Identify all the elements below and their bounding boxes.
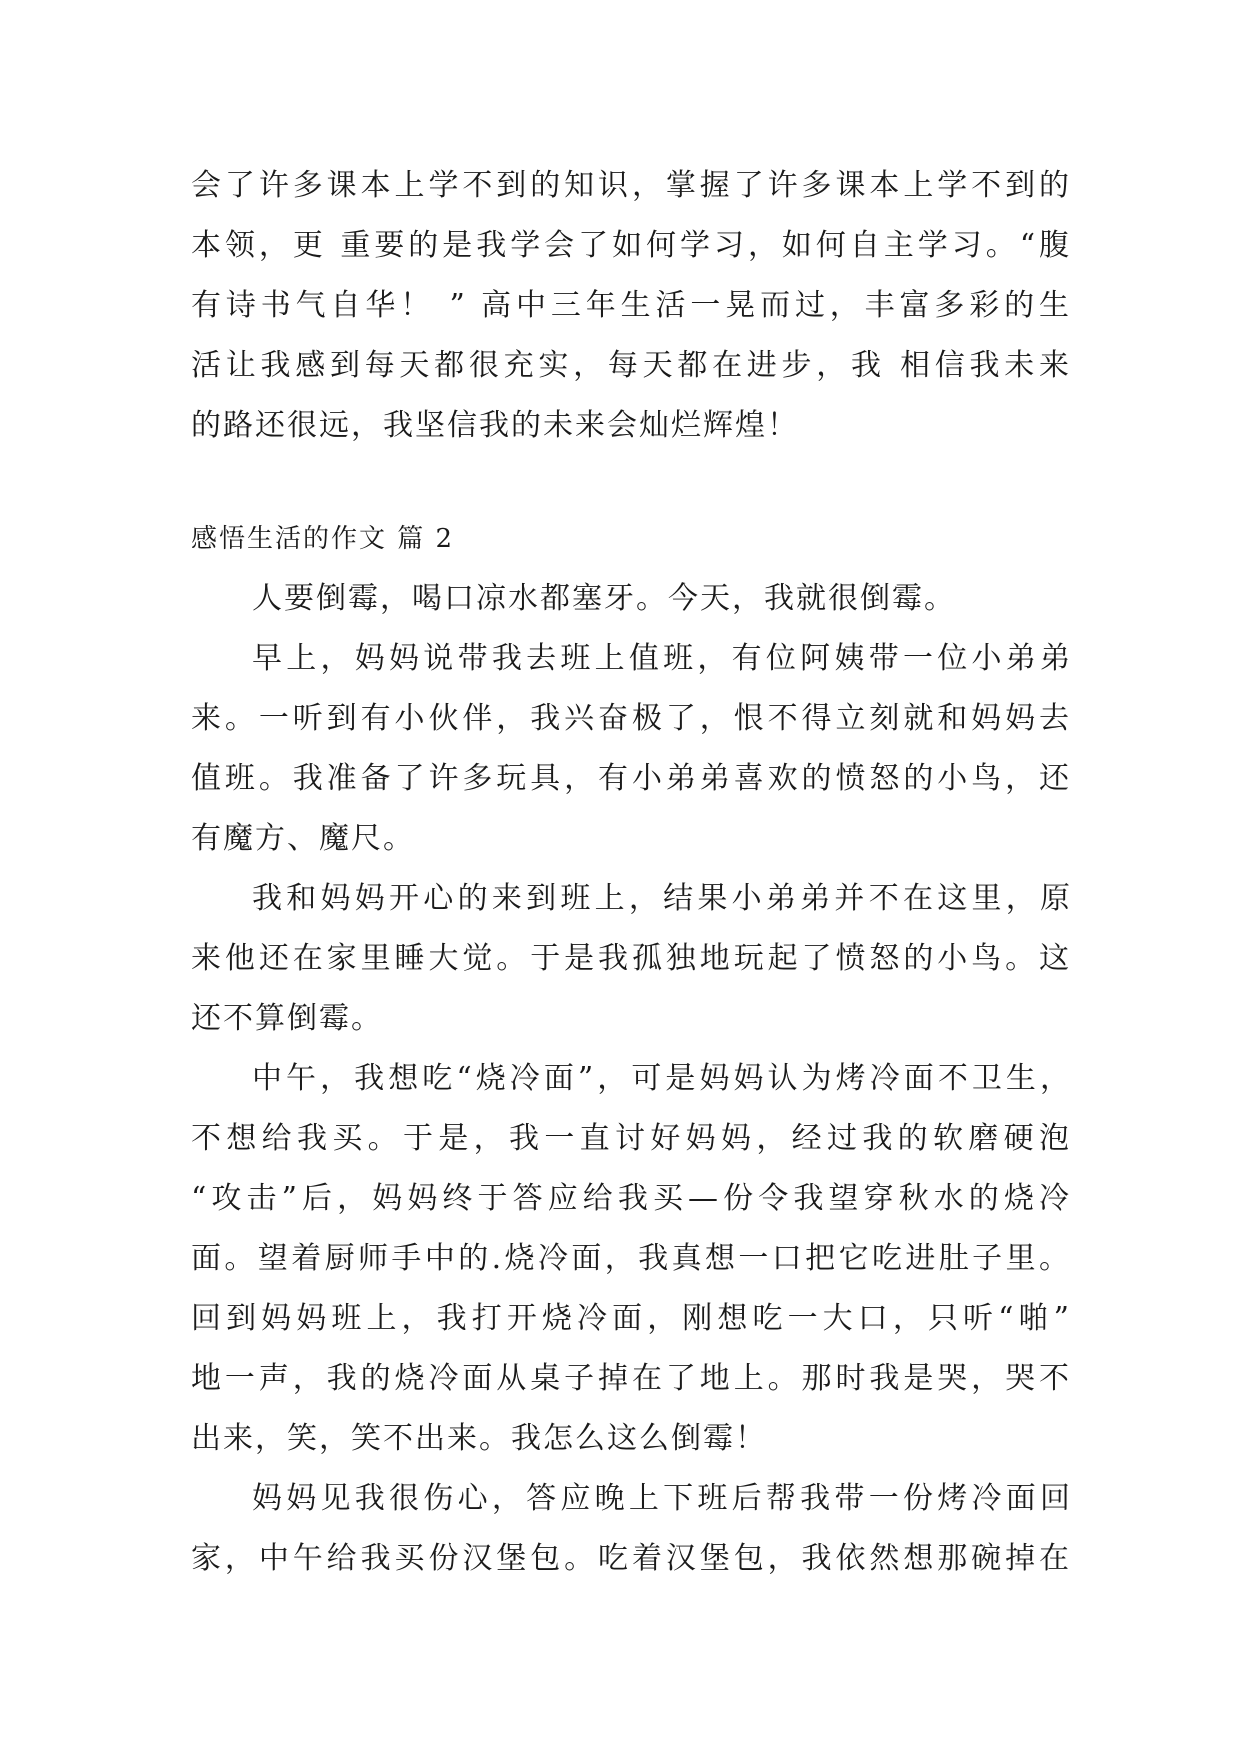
paragraph-line: 早上，妈妈说带我去班上值班，有位阿姨带一位小弟弟 <box>252 641 1072 676</box>
paragraph-line: 面。望着厨师手中的.烧冷面，我真想一口把它吃进肚子里。 <box>191 1241 1071 1276</box>
paragraph-line: 出来，笑，笑不出来。我怎么这么倒霉！ <box>191 1421 767 1456</box>
paragraph-line: 回到妈妈班上，我打开烧冷面，刚想吃一大口，只听“啪” <box>191 1301 1071 1336</box>
paragraph-line: 地一声，我的烧冷面从桌子掉在了地上。那时我是哭，哭不 <box>191 1361 1071 1396</box>
paragraph-line: 还不算倒霉。 <box>191 1001 383 1036</box>
paragraph-line: 中午，我想吃“烧冷面”，可是妈妈认为烤冷面不卫生， <box>252 1061 1072 1096</box>
paragraph-line: 人要倒霉，喝口凉水都塞牙。今天，我就很倒霉。 <box>252 581 956 616</box>
paragraph-line: 值班。我准备了许多玩具，有小弟弟喜欢的愤怒的小鸟，还 <box>191 761 1071 796</box>
paragraph-line: 来。一听到有小伙伴，我兴奋极了，恨不得立刻就和妈妈去 <box>191 701 1071 736</box>
paragraph-line: 不想给我买。于是，我一直讨好妈妈，经过我的软磨硬泡 <box>191 1121 1071 1156</box>
paragraph-line: 妈妈见我很伤心，答应晚上下班后帮我带一份烤冷面回 <box>252 1481 1072 1516</box>
text-line: 活让我感到每天都很充实，每天都在进步，我 相信我未来 <box>191 348 1071 383</box>
paragraph-line: 有魔方、魔尺。 <box>191 821 415 856</box>
paragraph-line: 家，中午给我买份汉堡包。吃着汉堡包，我依然想那碗掉在 <box>191 1541 1071 1576</box>
text-line: 本领，更 重要的是我学会了如何学习，如何自主学习。“腹 <box>191 228 1071 263</box>
text-line: 有诗书气自华！ ” 高中三年生活一晃而过，丰富多彩的生 <box>191 288 1071 323</box>
text-line: 会了许多课本上学不到的知识，掌握了许多课本上学不到的 <box>191 168 1071 203</box>
text-line: 的路还很远，我坚信我的未来会灿烂辉煌！ <box>191 408 799 443</box>
paragraph-line: 我和妈妈开心的来到班上，结果小弟弟并不在这里，原 <box>252 881 1072 916</box>
section-title: 感悟生活的作文 篇 2 <box>191 524 455 554</box>
paragraph-line: “攻击”后，妈妈终于答应给我买—份令我望穿秋水的烧冷 <box>191 1181 1071 1216</box>
paragraph-line: 来他还在家里睡大觉。于是我孤独地玩起了愤怒的小鸟。这 <box>191 941 1071 976</box>
